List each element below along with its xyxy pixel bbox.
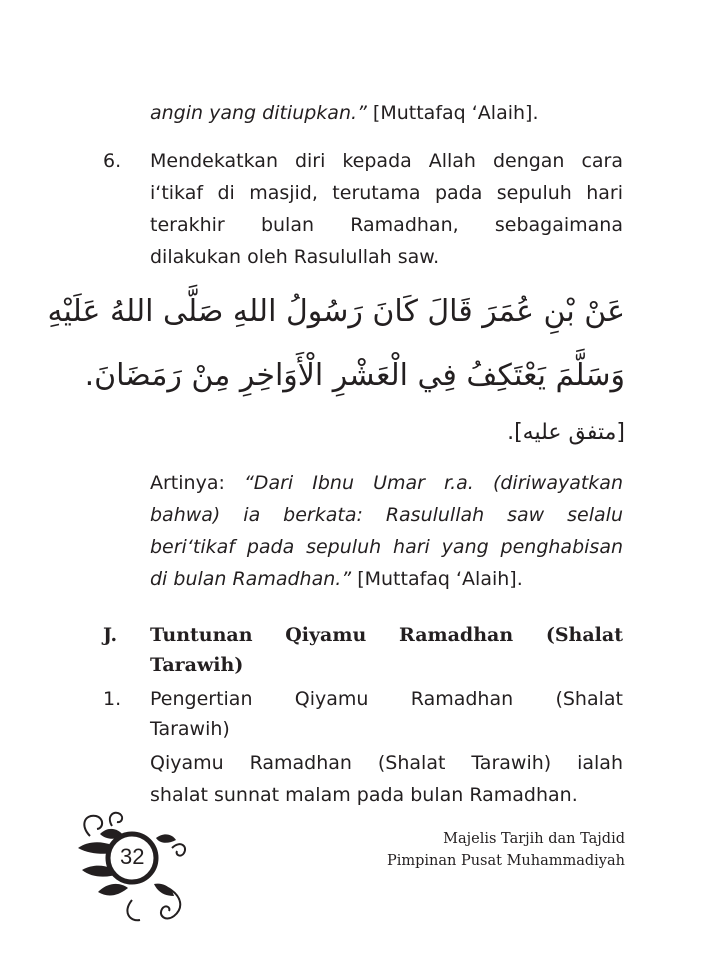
translation-text-4: di bulan Ramadhan.”: [150, 568, 352, 590]
translation-line-4: [150, 566, 523, 592]
item6-line-1: Mendekatkan diri kepada Allah dengan cara: [150, 150, 623, 172]
item1-line-2: Tarawih): [150, 718, 230, 740]
section-title-line-1: Tuntunan Qiyamu Ramadhan (Shalat: [150, 624, 623, 646]
section-letter: J.: [103, 624, 118, 646]
item6-line-3: terakhir bulan Ramadhan, sebagaimana: [150, 214, 623, 236]
item1-line-3: Qiyamu Ramadhan (Shalat Tarawih) ialah: [150, 752, 623, 774]
arabic-source: [متفق عليه].: [507, 420, 625, 445]
item1-line-4: shalat sunnat malam pada bulan Ramadhan.: [150, 784, 578, 806]
translation-text-1: “Dari Ibnu Umar r.a. (diriwayatkan: [243, 472, 623, 494]
list-number-6: 6.: [103, 150, 122, 172]
list-number-1: 1.: [103, 688, 122, 710]
section-title-line-2: Tarawih): [150, 654, 244, 676]
translation-line-3: beri‘tikaf pada sepuluh hari yang penghabisan: [150, 536, 623, 558]
quote-end-italic: angin yang ditiupkan.”: [150, 102, 367, 124]
translation-label: Artinya:: [150, 472, 244, 494]
source-citation: [Muttafaq ‘Alaih].: [366, 102, 539, 124]
arabic-hadith-line-2: وَسَلَّمَ يَعْتَكِفُ فِي الْعَشْرِ الْأَوَاخِرِ مِنْ رَمَضَانَ.: [84, 358, 625, 393]
translation-citation: [Muttafaq ‘Alaih].: [351, 568, 523, 590]
item6-line-4: dilakukan oleh Rasulullah saw.: [150, 246, 440, 268]
translation-line-1: [150, 470, 623, 496]
continuation-line: [150, 100, 538, 126]
translation-line-2: bahwa) ia berkata: Rasulullah saw selalu: [150, 504, 623, 526]
page-number: 32: [120, 844, 145, 869]
arabic-hadith-line-1: عَنْ بْنِ عُمَرَ قَالَ كَانَ رَسُولُ اللهِ صَلَّى اللهُ عَلَيْهِ: [47, 294, 625, 329]
item1-line-1: Pengertian Qiyamu Ramadhan (Shalat: [150, 688, 623, 710]
item6-line-2: i‘tikaf di masjid, terutama pada sepuluh hari: [150, 182, 623, 204]
footer-line-1: Majelis Tarjih dan Tajdid: [443, 831, 625, 847]
footer-publisher: [387, 828, 625, 872]
footer-line-2: Pimpinan Pusat Muhammadiyah: [386, 853, 625, 869]
